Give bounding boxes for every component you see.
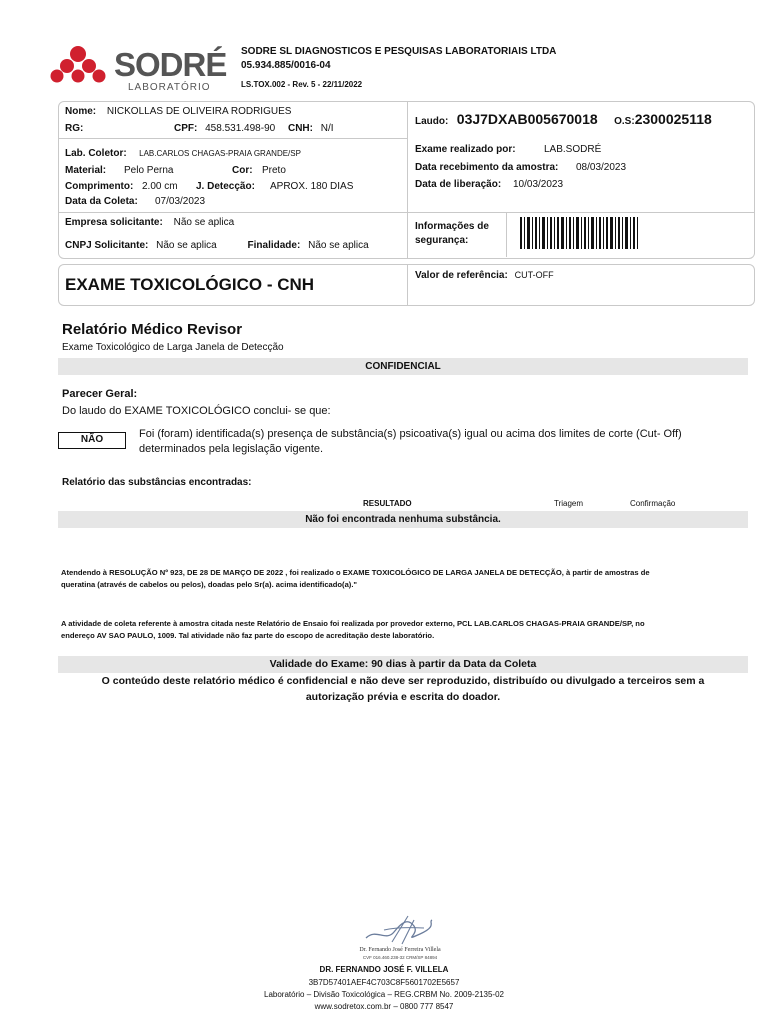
col-resultado: RESULTADO <box>363 499 412 508</box>
report-subtitle: Exame Toxicológico de Larga Janela de Detecção <box>62 342 284 353</box>
recebimento-label: Data recebimento da amostra: <box>415 162 559 173</box>
deteccao-value: APROX. 180 DIAS <box>270 181 354 192</box>
empresa-row <box>65 217 234 228</box>
laudo-label: Laudo: <box>415 116 449 127</box>
seguranca-line-2: segurança: <box>415 235 469 246</box>
finalidade-value: Não se aplica <box>308 240 369 251</box>
comprimento-label: Comprimento: <box>65 181 134 192</box>
company-cnpj: 05.934.885/0016-04 <box>241 60 331 71</box>
aviso-line-2: autorização prévia e escrita do doador. <box>305 691 501 703</box>
empresa-label: Empresa solicitante: <box>65 217 163 228</box>
cnh-label: CNH: <box>287 123 313 134</box>
laudo-value: 03J7DXAB005670018 <box>456 111 598 127</box>
substances-label: Relatório das substâncias encontradas: <box>62 477 252 488</box>
deteccao-label: J. Detecção: <box>196 181 255 192</box>
ref-label: Valor de referência: <box>415 270 508 281</box>
cpf-value: 458.531.498-90 <box>205 123 276 134</box>
exam-title: EXAME TOXICOLÓGICO - CNH <box>65 275 315 294</box>
info-divider <box>407 101 408 258</box>
coleta-value: 07/03/2023 <box>155 196 206 207</box>
lab-label: Lab. Coletor: <box>65 148 127 159</box>
logo-sub: LABORATÓRIO <box>128 82 211 93</box>
coleta-note-line-2: endereço AV SAO PAULO, 1009. Tal atividade não faz parte do escopo de acreditação deste laboratório. <box>61 631 435 640</box>
cnpj-value: Não se aplica <box>156 240 217 251</box>
confidential-label: CONFIDENCIAL <box>365 361 441 372</box>
coleta-label: Data da Coleta: <box>65 196 138 207</box>
doc-hash: 3B7D57401AEF4C703C8F5601702E5657 <box>308 978 460 987</box>
logo-mark-icon <box>48 44 108 86</box>
os-label: O.S: <box>614 116 635 127</box>
cnpj-label: CNPJ Solicitante: <box>65 240 149 251</box>
material-label: Material: <box>65 165 107 176</box>
logo <box>48 44 238 94</box>
report-title: Relatório Médico Revisor <box>62 321 243 338</box>
lab-value: LAB.CARLOS CHAGAS-PRAIA GRANDE/SP <box>139 149 301 158</box>
validade: Validade do Exame: 90 dias à partir da Data da Coleta <box>269 658 537 670</box>
cpf-row <box>174 123 334 134</box>
col-triagem: Triagem <box>554 499 584 508</box>
laudo-row <box>415 111 712 129</box>
liberacao-value: 10/03/2023 <box>513 179 564 190</box>
parecer-label: Parecer Geral: <box>62 388 138 400</box>
result-box-label: NÃO <box>80 434 104 445</box>
coleta-note-line-1: A atividade de coleta referente à amostra citada neste Relatório de Ensaio foi realizada por provedor externo, PCL LAB.CARLOS CHAGAS-PRAIA GRANDE/SP, no <box>61 619 645 628</box>
company-name: SODRE SL DIAGNOSTICOS E PESQUISAS LABORATORIAIS LTDA <box>241 46 557 57</box>
material-value: Pelo Perna <box>124 165 174 176</box>
barcode-icon <box>520 217 638 249</box>
doctor-name: DR. FERNANDO JOSÉ F. VILLELA <box>319 965 449 974</box>
cpf-label: CPF: <box>174 123 198 134</box>
col-confirmacao: Confirmação <box>630 499 676 508</box>
recebimento-value: 08/03/2023 <box>576 162 627 173</box>
result-line-2: determinados pela legislação vigente. <box>139 443 324 455</box>
rg-label: RG: <box>65 123 84 134</box>
row-divider-1 <box>58 138 407 139</box>
lab-row <box>65 143 301 161</box>
empresa-value: Não se aplica <box>173 217 235 228</box>
patient-name: NICKOLLAS DE OLIVEIRA RODRIGUES <box>106 106 292 117</box>
cor-value: Preto <box>262 165 286 176</box>
finalidade-label: Finalidade: <box>247 240 301 251</box>
signature-crm-small: CVF 016.460.238-32 CRM/SP 84894 <box>362 955 438 960</box>
lab-division: Laboratório – Divisão Toxicológica – REG.CRBM No. 2009-2135-02 <box>264 990 504 999</box>
row-divider-2 <box>58 212 754 213</box>
exam-divider <box>407 264 408 305</box>
aviso-line-1: O conteúdo deste relatório médico é confidencial e não deve ser reproduzido, distribuído ou divulgado a terceiros sem a <box>101 675 705 687</box>
no-substance: Não foi encontrada nenhuma substância. <box>305 514 501 525</box>
os-value: 2300025118 <box>634 111 712 127</box>
cnpj-row <box>65 240 369 251</box>
barcode-divider <box>506 212 507 257</box>
seguranca-label <box>415 220 489 248</box>
logo-name: SODRÉ <box>114 46 227 83</box>
ref-row <box>415 270 554 281</box>
cnh-value: N/I <box>320 123 334 134</box>
resolucao-line-1: Atendendo à RESOLUÇÃO Nº 923, DE 28 DE MARÇO DE 2022 , foi realizado o EXAME TOXICOLÓGICO DE LARGA JANELA DE DETECÇÃO, à partir de amostras de <box>61 568 650 577</box>
seguranca-line-1: Informações de <box>415 221 489 232</box>
liberacao-label: Data de liberação: <box>415 179 502 190</box>
comprimento-value: 2.00 cm <box>142 181 178 192</box>
name-row <box>65 106 291 117</box>
contact: www.sodretox.com.br – 0800 777 8547 <box>314 1002 454 1011</box>
ref-value: CUT-OFF <box>514 270 554 280</box>
signature-name-small: Dr. Fernando José Ferreira Villela <box>359 947 441 953</box>
doc-code: LS.TOX.002 - Rev. 5 - 22/11/2022 <box>241 80 363 89</box>
signature-icon <box>362 912 434 948</box>
parecer-text: Do laudo do EXAME TOXICOLÓGICO conclui- se que: <box>62 405 331 417</box>
cor-label: Cor: <box>232 165 253 176</box>
realizado-label: Exame realizado por: <box>415 144 516 155</box>
realizado-value: LAB.SODRÉ <box>544 144 602 155</box>
resolucao-line-2: queratina (através de cabelos ou pelos), doadas pelo Sr(a). acima identificado(a)." <box>61 580 358 589</box>
result-line-1: Foi (foram) identificada(s) presença de substância(s) psicoativa(s) igual ou acima dos limites de corte (Cut- Off) <box>139 428 682 440</box>
name-label: Nome: <box>65 106 97 117</box>
